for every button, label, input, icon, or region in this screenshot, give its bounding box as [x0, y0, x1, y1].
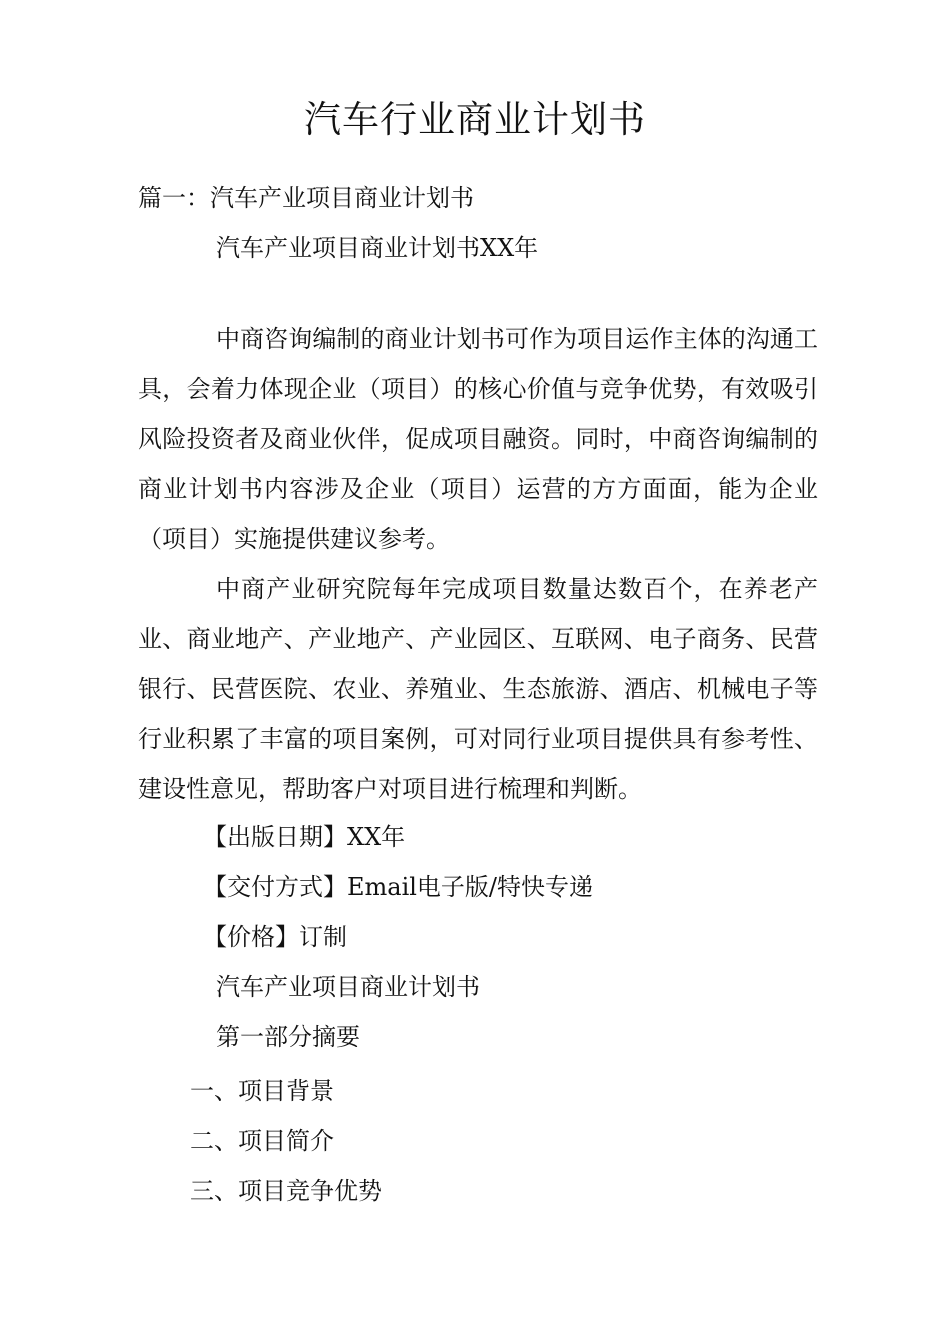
document-title: 汽车行业商业计划书 — [304, 98, 646, 141]
toc-item: 一、项目背景 — [190, 1077, 334, 1105]
publish-date: 【出版日期】XX年 — [203, 823, 406, 851]
part-one-heading: 第一部分摘要 — [216, 1023, 360, 1051]
toc-item: 三、项目竞争优势 — [190, 1177, 382, 1205]
delivery-method: 【交付方式】Email电子版/特快专递 — [203, 873, 594, 901]
document-subtitle: 汽车产业项目商业计划书XX年 — [216, 234, 539, 262]
paragraph-experience: 中商产业研究院每年完成项目数量达数百个，在养老产业、商业地产、产业地产、产业园区、互联网、电子商务、民营银行、民营医院、农业、养殖业、生态旅游、酒店、机械电子等行业积累了丰富的项目案例，可对同行业项目提供具有参考性、建设性意见，帮助客户对项目进行梳理和判断。 — [138, 575, 818, 803]
section-heading: 篇一：汽车产业项目商业计划书 — [138, 184, 474, 212]
repeat-title: 汽车产业项目商业计划书 — [216, 973, 480, 1001]
toc-item: 二、项目简介 — [190, 1127, 334, 1155]
price: 【价格】订制 — [203, 923, 347, 951]
paragraph-intro: 中商咨询编制的商业计划书可作为项目运作主体的沟通工具，会着力体现企业（项目）的核心价值与竞争优势，有效吸引风险投资者及商业伙伴，促成项目融资。同时，中商咨询编制的商业计划书内容涉及企业（项目）运营的方方面面，能为企业（项目）实施提供建议参考。 — [138, 325, 818, 553]
